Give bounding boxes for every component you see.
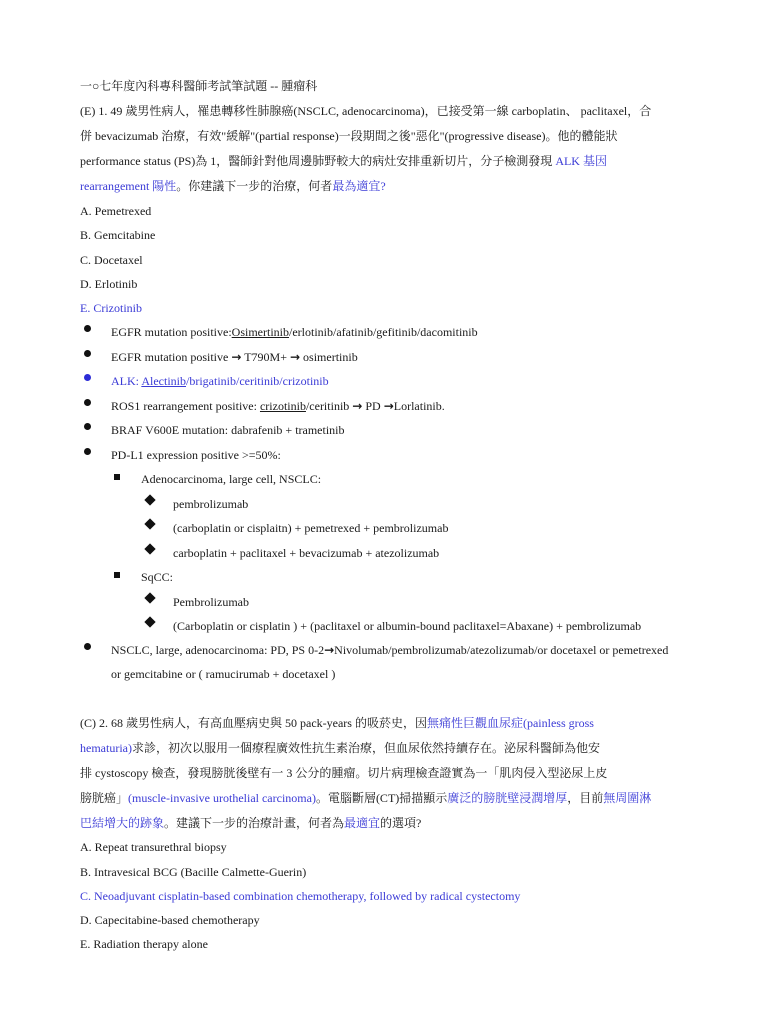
q1-stem-line-1: (E) 1. 49 歲男性病人，罹患轉移性肺腺癌(NSCLC, adenocarcinoma)，已接受第一線 carboplatin、 paclitaxel，合 bbox=[80, 104, 652, 118]
document-title: 一○七年度內科專科醫師考試筆試題 -- 腫瘤科 bbox=[80, 79, 318, 93]
note-nsclc-line-1 bbox=[111, 642, 668, 658]
note-adeno-item: (carboplatin or cisplaitn) + pemetrexed + pembrolizumab bbox=[173, 521, 449, 535]
q2-stem-line-4 bbox=[80, 790, 651, 806]
note-adeno-item: pembrolizumab bbox=[173, 497, 249, 511]
q1-stem-text: performance status (PS)為 1，醫師針對他周邊肺野較大的病灶安排重新切片，分子檢測發現 bbox=[80, 154, 553, 168]
q2-stem-text: 。電腦斷層(CT)掃描顯示 bbox=[315, 791, 448, 805]
note-text: osimertinib bbox=[303, 350, 358, 364]
note-egfr-2 bbox=[111, 349, 358, 365]
note-sqcc-heading: SqCC: bbox=[141, 570, 174, 584]
note-sqcc-item: (Carboplatin or cisplatin ) + (paclitaxel or albumin-bound paclitaxel=Abaxane) + pembrolizumab bbox=[173, 619, 642, 633]
q2-stem-text: 膀胱癌」 bbox=[80, 791, 129, 805]
note-adeno-heading: Adenocarcinoma, large cell, NSCLC: bbox=[141, 472, 322, 486]
q1-highlight-best: 最為適宜 bbox=[332, 179, 381, 193]
q1-option-e-answer: E. Crizotinib bbox=[80, 301, 142, 315]
q2-highlight-no-lymph: 無周圍淋 bbox=[603, 791, 652, 805]
note-ros1 bbox=[111, 398, 445, 414]
note-egfr-1 bbox=[111, 324, 478, 340]
q1-option-d: D. Erlotinib bbox=[80, 277, 138, 291]
q2-highlight-best: 最適宜 bbox=[344, 816, 381, 830]
note-text: ALK: bbox=[111, 374, 142, 388]
note-text: T790M+ bbox=[244, 350, 287, 364]
bullet-diamond-icon bbox=[146, 590, 154, 606]
q2-stem-line-3: 排 cystoscopy 檢查，發現膀胱後壁有一 3 公分的腫瘤。切片病理檢查證實為一「肌肉侵入型泌尿上皮 bbox=[80, 766, 608, 780]
q2-highlight-muscle-invasive: (muscle-invasive urothelial carcinoma) bbox=[128, 791, 316, 805]
q1-option-c: C. Docetaxel bbox=[80, 253, 143, 267]
q2-stem-text: (C) 2. 68 歲男性病人，有高血壓病史與 50 pack-years 的吸菸史，因 bbox=[80, 716, 427, 730]
q2-stem-line-5 bbox=[80, 815, 421, 831]
note-sqcc-item: Pembrolizumab bbox=[173, 595, 249, 609]
bullet-diamond-icon bbox=[146, 492, 154, 508]
q1-highlight-alk: ALK 基因 bbox=[555, 154, 607, 168]
bullet-square-icon bbox=[114, 468, 120, 484]
q1-question-mark: ? bbox=[380, 179, 386, 193]
note-text: Lorlatinib. bbox=[393, 399, 445, 413]
q2-option-e: E. Radiation therapy alone bbox=[80, 937, 208, 951]
q1-highlight-rearrangement: rearrangement 陽性 bbox=[80, 179, 177, 193]
note-text: /erlotinib/afatinib/gefitinib/dacomitinib bbox=[289, 325, 478, 339]
q2-stem-line-1 bbox=[80, 715, 594, 731]
bullet-dot-icon bbox=[84, 443, 91, 459]
bullet-diamond-icon bbox=[146, 541, 154, 557]
note-adeno-item: carboplatin + paclitaxel + bevacizumab + atezolizumab bbox=[173, 546, 440, 560]
q1-option-a: A. Pemetrexed bbox=[80, 204, 152, 218]
note-text: EGFR mutation positive bbox=[111, 350, 229, 364]
q2-option-b: B. Intravesical BCG (Bacille Calmette-Guerin) bbox=[80, 865, 307, 879]
q2-option-c-answer: C. Neoadjuvant cisplatin-based combination chemotherapy, followed by radical cystectomy bbox=[80, 889, 521, 903]
q2-stem-text: ，目前 bbox=[567, 791, 604, 805]
note-text: Nivolumab/pembrolizumab/atezolizumab/or docetaxel or pemetrexed bbox=[334, 643, 669, 657]
bullet-dot-icon bbox=[84, 369, 91, 385]
arrow-right-icon: → bbox=[352, 399, 363, 413]
q2-stem-text: 求診，初次以服用一個療程廣效性抗生素治療，但血尿依然持續存在。泌尿科醫師為他安 bbox=[131, 741, 600, 755]
q2-option-d: D. Capecitabine-based chemotherapy bbox=[80, 913, 260, 927]
q2-stem-line-2 bbox=[80, 740, 600, 756]
note-text: EGFR mutation positive: bbox=[111, 325, 232, 339]
q2-highlight-no-lymph: 巴結增大的跡象 bbox=[80, 816, 165, 830]
q2-highlight-hematuria: 無痛性巨觀血尿症(painless gross bbox=[426, 716, 594, 730]
q2-stem-text: 。建議下一步的治療計畫，何者為 bbox=[164, 816, 345, 830]
bullet-dot-icon bbox=[84, 320, 91, 336]
q2-highlight-hematuria: hematuria) bbox=[80, 741, 132, 755]
bullet-dot-icon bbox=[84, 345, 91, 361]
note-text: /ceritinib bbox=[305, 399, 350, 413]
bullet-diamond-icon bbox=[146, 614, 154, 630]
bullet-square-icon bbox=[114, 566, 120, 582]
arrow-right-icon: → bbox=[324, 643, 335, 657]
note-text: NSCLC, large, adenocarcinoma: PD, PS 0-2 bbox=[111, 643, 325, 657]
note-text: PD bbox=[365, 399, 381, 413]
arrow-right-icon: → bbox=[231, 350, 242, 364]
q1-stem-line-4 bbox=[80, 178, 386, 194]
note-underlined-drug: Osimertinib bbox=[231, 325, 289, 339]
bullet-dot-icon bbox=[84, 418, 91, 434]
arrow-right-icon: → bbox=[383, 399, 394, 413]
q1-stem-text: 。你建議下一步的治療，何者 bbox=[176, 179, 333, 193]
note-underlined-drug: Alectinib bbox=[141, 374, 186, 388]
q1-option-b: B. Gemcitabine bbox=[80, 228, 156, 242]
q2-highlight-wall-thickening: 廣泛的膀胱壁浸潤增厚 bbox=[447, 791, 568, 805]
bullet-dot-icon bbox=[84, 638, 91, 654]
note-underlined-drug: crizotinib bbox=[259, 399, 306, 413]
note-braf: BRAF V600E mutation: dabrafenib + trametinib bbox=[111, 423, 345, 437]
note-nsclc-line-2: or gemcitabine or ( ramucirumab + docetaxel ) bbox=[111, 667, 336, 681]
bullet-diamond-icon bbox=[146, 516, 154, 532]
arrow-right-icon: → bbox=[289, 350, 301, 364]
note-alk bbox=[111, 373, 329, 389]
q1-stem-line-2: 併 bevacizumab 治療，有效"緩解"(partial response)一段期間之後"惡化"(progressive disease)。他的體能狀 bbox=[80, 129, 618, 143]
q1-stem-line-3 bbox=[80, 153, 607, 169]
note-text: ROS1 rearrangement positive: bbox=[111, 399, 260, 413]
note-text: /brigatinib/ceritinib/crizotinib bbox=[186, 374, 329, 388]
bullet-dot-icon bbox=[84, 394, 91, 410]
q2-option-a: A. Repeat transurethral biopsy bbox=[80, 840, 227, 854]
q2-stem-text: 的選項? bbox=[380, 816, 422, 830]
note-pdl1: PD-L1 expression positive >=50%: bbox=[111, 448, 281, 462]
